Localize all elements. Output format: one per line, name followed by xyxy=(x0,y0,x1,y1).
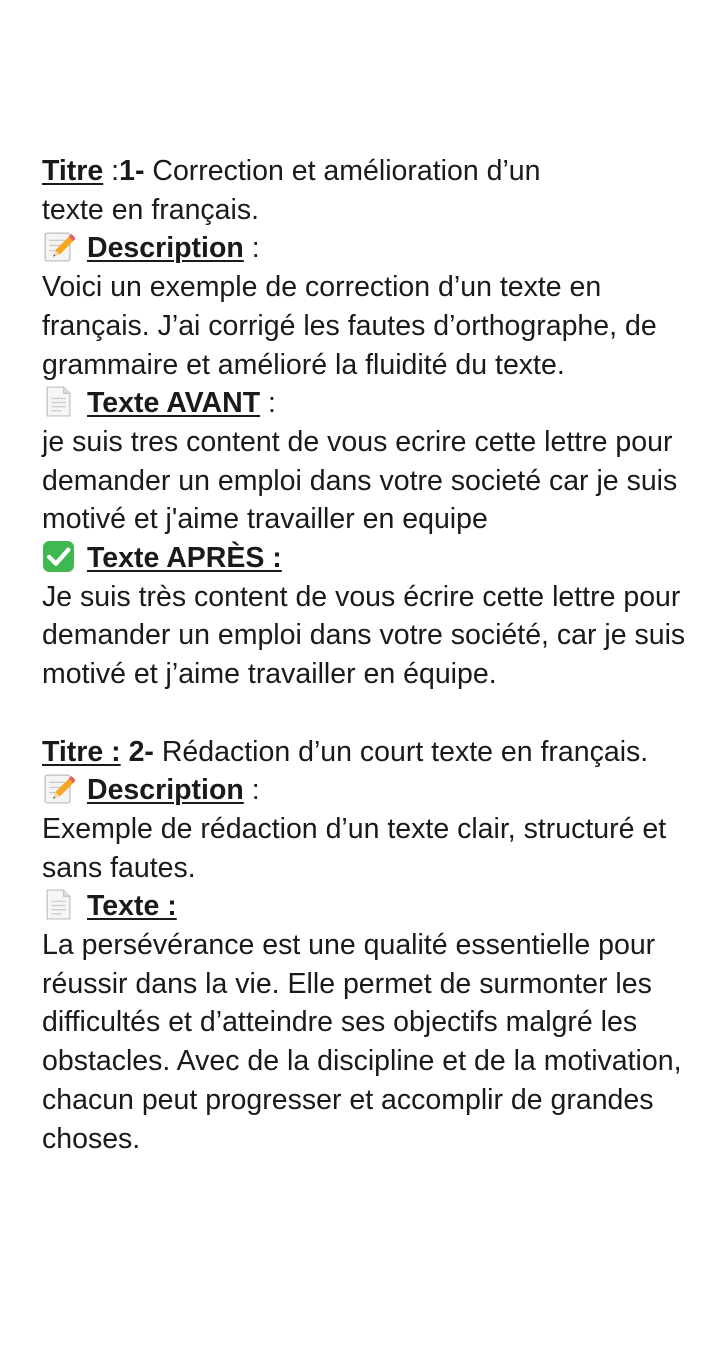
title-label: Titre : xyxy=(42,735,121,768)
section-spacer xyxy=(42,694,692,733)
title-number: 2- xyxy=(128,735,154,768)
before-heading: Texte AVANT : xyxy=(42,384,692,423)
before-label: Texte AVANT xyxy=(87,387,261,420)
before-text: je suis tres content de vous ecrire cette lettre pour demander un emploi dans votre societé car je suis motivé et j'aime travailler en equipe xyxy=(42,425,678,536)
title-number: 1- xyxy=(119,155,145,187)
after-heading xyxy=(42,539,692,578)
description-label: Description xyxy=(87,232,244,265)
text-label: Texte : xyxy=(87,890,177,923)
memo-icon xyxy=(42,772,75,805)
section-1-description-heading: Description : xyxy=(42,229,692,268)
after-label: Texte APRÈS : xyxy=(87,542,282,575)
description-text: Exemple de rédaction d’un texte clair, structuré et sans fautes. xyxy=(42,812,667,884)
text-heading xyxy=(42,887,692,926)
after-text: Je suis très content de vous écrire cette lettre pour demander un emploi dans votre société, car je suis motivé et j’aime travailler en équipe. xyxy=(42,580,686,691)
check-mark-icon xyxy=(42,540,75,573)
description-text: Voici un exemple de correction d’un texte en français. J’ai corrigé les fautes d’orthographe, de grammaire et amélioré la fluidité du texte. xyxy=(42,271,657,381)
section-1-title: Titre :1- Correction et amélioration d’un texte en français. xyxy=(42,155,541,226)
memo-icon xyxy=(42,230,75,263)
page-icon xyxy=(42,888,75,921)
document xyxy=(42,152,692,1158)
description-label: Description xyxy=(87,774,244,807)
section-2-description-heading: Description : xyxy=(42,771,692,810)
title-label: Titre xyxy=(42,155,104,187)
text-body: La persévérance est une qualité essentielle pour réussir dans la vie. Elle permet de surmonter les difficultés et d’atteindre ses objectifs malgré les obstacles. Avec de la discipline et de la motivation, chacun peut progresser et accomplir de grandes choses. xyxy=(42,929,682,1155)
page-icon xyxy=(42,385,75,418)
section-2-title: Titre : 2- Rédaction d’un court texte en français. xyxy=(42,735,649,768)
